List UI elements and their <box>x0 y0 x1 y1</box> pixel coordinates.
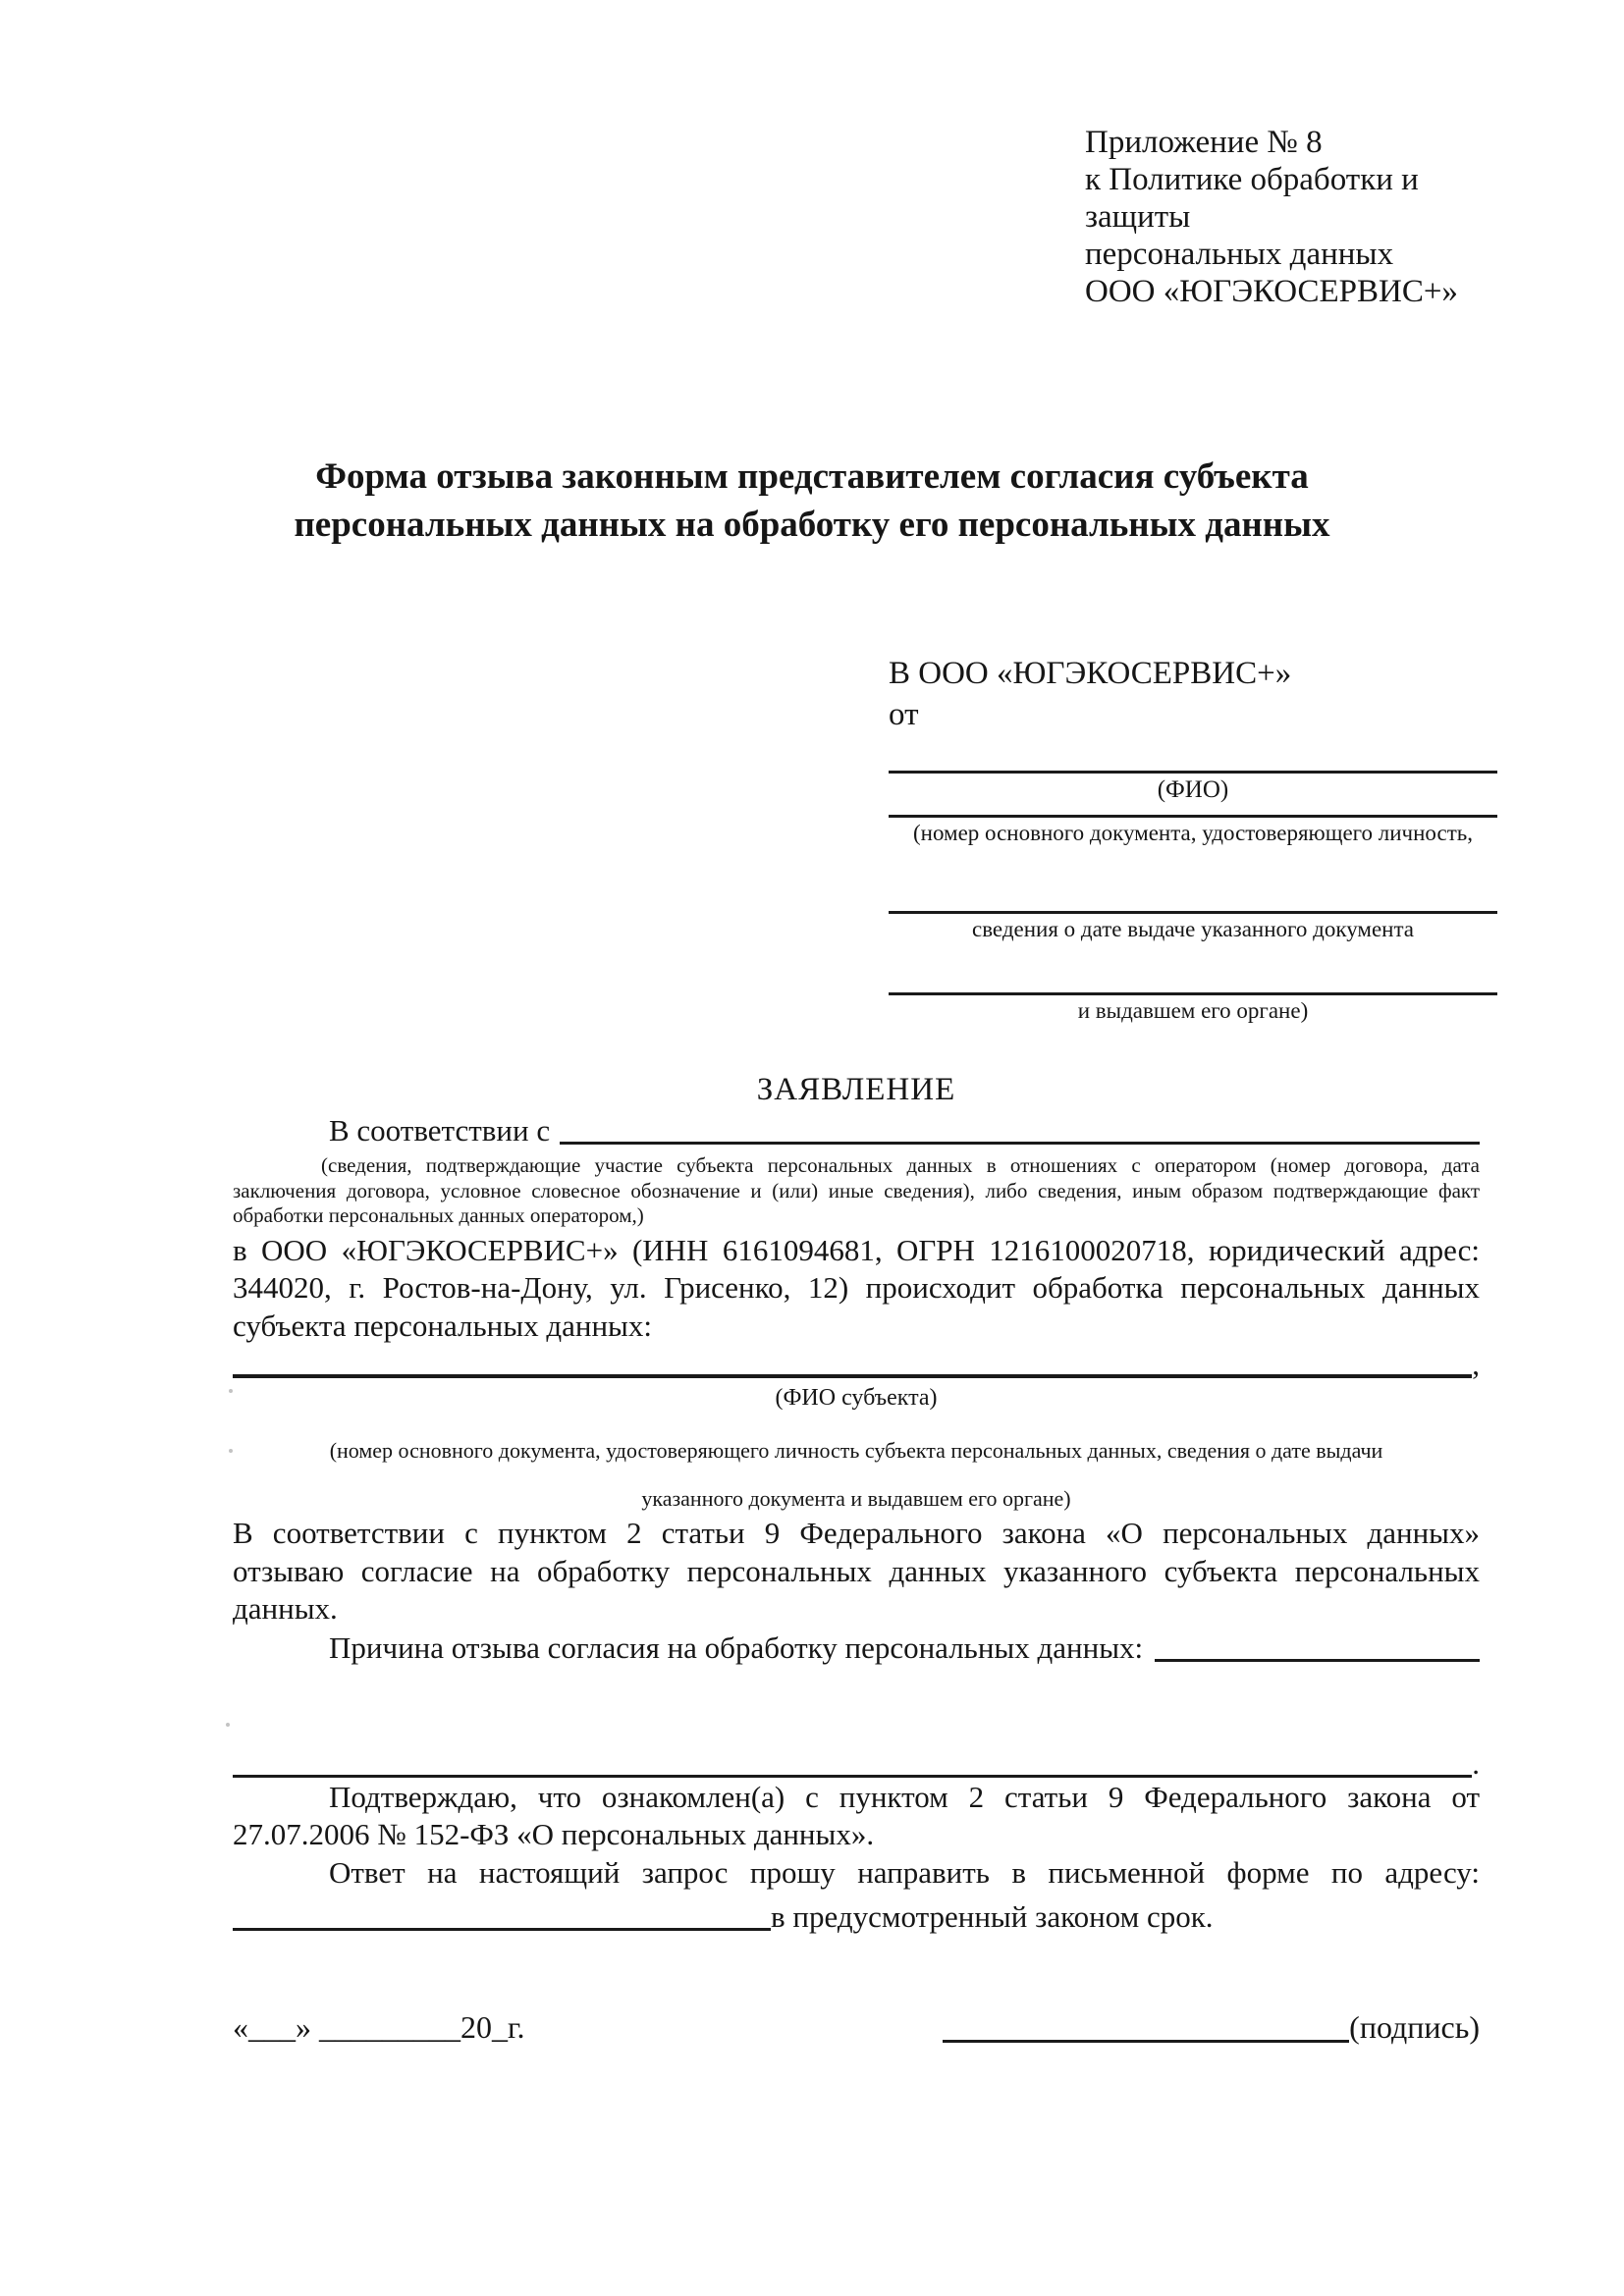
reply-suffix: в предусмотренный законом срок. <box>771 1899 1214 1934</box>
intro-note-line: обработки персональных данных оператором,) <box>233 1203 644 1227</box>
operator-paragraph <box>233 1232 1480 1346</box>
doc-date-caption: сведения о дате выдаче указанного документа <box>971 917 1415 941</box>
annex-line: персональных данных <box>1085 237 1394 272</box>
reply-line: Ответ на настоящий запрос прошу направить в письменной форме по адресу: <box>329 1854 1480 1890</box>
intro-row <box>233 1111 1480 1149</box>
intro-blank-line <box>560 1142 1480 1145</box>
subject-doc-caption-1: (номер основного документа, удостоверяющего личность субъекта персональных данных, сведения о дате выдачи <box>329 1438 1383 1463</box>
withdrawal-line: отзываю согласие на обработку персональных данных указанного субъекта персональных <box>233 1553 1480 1588</box>
subject-fio-blank-line <box>233 1374 1472 1378</box>
intro-note-line: заключения договора, условное словесное обозначение и (или) иные сведения), либо сведения, иным образом подтверждающие факт <box>233 1178 1480 1202</box>
subject-fio-trailing: , <box>1472 1347 1480 1381</box>
statement-heading: ЗАЯВЛЕНИЕ <box>756 1072 956 1107</box>
address-blank-line <box>233 1928 771 1931</box>
signature-caption: (подпись) <box>1349 2009 1480 2045</box>
operator-line: в ООО «ЮГЭКОСЕРВИС+» (ИНН 6161094681, ОГРН 1216100020718, юридический адрес: <box>233 1232 1480 1267</box>
reason-blank-trailing: . <box>1472 1745 1480 1781</box>
title-line: персональных данных на обработку его персональных данных <box>294 505 1330 545</box>
reason-row <box>233 1629 1480 1667</box>
annex-line: к Политике обработки и защиты <box>1085 162 1419 235</box>
intro-prefix: В соответствии с <box>329 1113 551 1148</box>
reason-prefix: Причина отзыва согласия на обработку персональных данных: <box>329 1629 1144 1665</box>
confirm-line: Подтверждаю, что ознакомлен(а) с пунктом 2 статьи 9 Федерального закона от <box>329 1779 1480 1814</box>
date-blank-line: «___» _________20_г. <box>233 2009 525 2045</box>
confirm-line: 27.07.2006 № 152-ФЗ «О персональных данных». <box>233 1817 875 1851</box>
addressee-block <box>889 653 1497 1024</box>
doc-issuer-caption: и выдавшем его органе) <box>1077 998 1309 1023</box>
scan-speck <box>229 1389 233 1393</box>
withdrawal-line: данных. <box>233 1591 338 1626</box>
confirm-paragraph <box>233 1779 1480 1854</box>
scan-speck <box>226 1723 230 1727</box>
annex-block <box>1085 124 1480 310</box>
operator-line: 344020, г. Ростов-на-Дону, ул. Грисенко, 12) происходит обработка персональных данных <box>233 1270 1480 1305</box>
intro-note-line: (сведения, подтверждающие участие субъекта персональных данных в отношениях с оператором (номер договора, дата <box>321 1153 1480 1177</box>
operator-line: субъекта персональных данных: <box>233 1308 652 1343</box>
reason-blank-line <box>1155 1659 1480 1662</box>
title-line: Форма отзыва законным представителем согласия субъекта <box>315 456 1309 497</box>
annex-line: ООО «ЮГЭКОСЕРВИС+» <box>1085 274 1458 309</box>
annex-line: Приложение № 8 <box>1085 125 1323 160</box>
scan-speck <box>229 1449 233 1453</box>
doc-number-caption: (номер основного документа, удостоверяющего личность, <box>912 821 1473 845</box>
subject-fio-row <box>233 1345 1480 1383</box>
addressee-from: от <box>889 697 919 732</box>
signature-blank-line <box>943 2040 1349 2043</box>
signature-row <box>233 2006 1480 2048</box>
addressee-to: В ООО «ЮГЭКОСЕРВИС+» <box>889 656 1292 691</box>
subject-doc-caption-2: указанного документа и выдавшем его органе) <box>641 1486 1071 1511</box>
reason-blank-line-2 <box>233 1775 1472 1778</box>
signature-group <box>943 2006 1480 2048</box>
withdrawal-line: В соответствии с пунктом 2 статьи 9 Федерального закона «О персональных данных» <box>233 1516 1480 1550</box>
document-title <box>144 453 1480 549</box>
reason-blank-continuation-row <box>233 1744 1480 1783</box>
intro-note <box>233 1153 1480 1229</box>
reply-address-row <box>233 1897 1480 1936</box>
subject-fio-caption: (ФИО субъекта) <box>775 1385 938 1411</box>
withdrawal-paragraph <box>233 1515 1480 1629</box>
fio-caption: (ФИО) <box>1157 776 1229 803</box>
